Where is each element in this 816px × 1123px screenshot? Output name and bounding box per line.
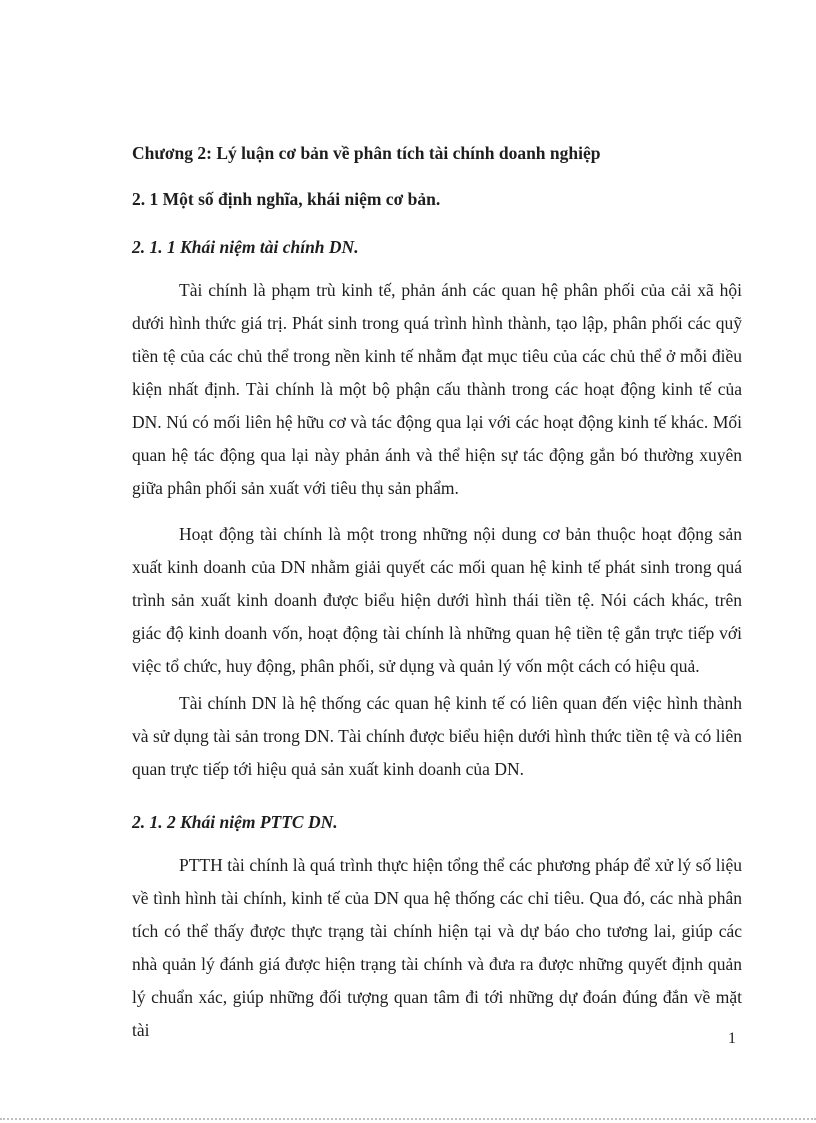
- paragraph-hoat-dong-tai-chinh: Hoạt động tài chính là một trong những nội dung cơ bản thuộc hoạt động sản xuất kinh doanh của DN nhằm giải quyết các mối quan hệ kinh tế phát sinh trong quá trình sản xuất kinh doanh được biểu hiện dưới hình thái tiền tệ. Nói cách khác, trên giác độ kinh doanh vốn, hoạt động tài chính là những quan hệ tiền tệ gắn trực tiếp với việc tổ chức, huy động, phân phối, sử dụng và quản lý vốn một cách có hiệu quả.: [132, 524, 742, 676]
- chapter-heading: Chương 2: Lý luận cơ bản về phân tích tài chính doanh nghiệp: [132, 143, 601, 163]
- section-heading: 2. 1 Một số định nghĩa, khái niệm cơ bản.: [132, 189, 441, 209]
- page-bottom-edge: [0, 1118, 816, 1120]
- page-content: [132, 141, 742, 1047]
- paragraph-tai-chinh-definition: Tài chính là phạm trù kinh tế, phản ánh các quan hệ phân phối của cải xã hội dưới hình thức giá trị. Phát sinh trong quá trình hình thành, tạo lập, phân phối các quỹ tiền tệ của các chủ thể trong nền kinh tế nhằm đạt mục tiêu của các chủ thể ở mỗi điều kiện nhất định. Tài chính là một bộ phận cấu thành trong các hoạt động kinh tế của DN. Nú có mối liên hệ hữu cơ và tác động qua lại với các hoạt động kinh tế khác. Mối quan hệ tác động qua lại này phản ánh và thể hiện sự tác động gắn bó thường xuyên giữa phân phối sản xuất với tiêu thụ sản phẩm.: [132, 280, 742, 498]
- subsection-1-heading: 2. 1. 1 Khái niệm tài chính DN.: [132, 237, 359, 257]
- paragraph-tai-chinh-dn: Tài chính DN là hệ thống các quan hệ kinh tế có liên quan đến việc hình thành và sử dụng tài sản trong DN. Tài chính được biểu hiện dưới hình thức tiền tệ và có liên quan trực tiếp tới hiệu quả sản xuất kinh doanh của DN.: [132, 693, 742, 779]
- subsection-2-heading: 2. 1. 2 Khái niệm PTTC DN.: [132, 812, 338, 832]
- page-number: 1: [728, 1030, 736, 1047]
- paragraph-pttc-definition: PTTH tài chính là quá trình thực hiện tổng thể các phương pháp để xử lý số liệu về tình hình tài chính, kinh tế của DN qua hệ thống các chỉ tiêu. Qua đó, các nhà phân tích có thể thấy được thực trạng tài chính hiện tại và dự báo cho tương lai, giúp các nhà quản lý đánh giá được hiện trạng tài chính và đưa ra được những quyết định quản lý chuẩn xác, giúp những đối tượng quan tâm đi tới những dự đoán đúng đắn về mặt tài: [132, 855, 742, 1040]
